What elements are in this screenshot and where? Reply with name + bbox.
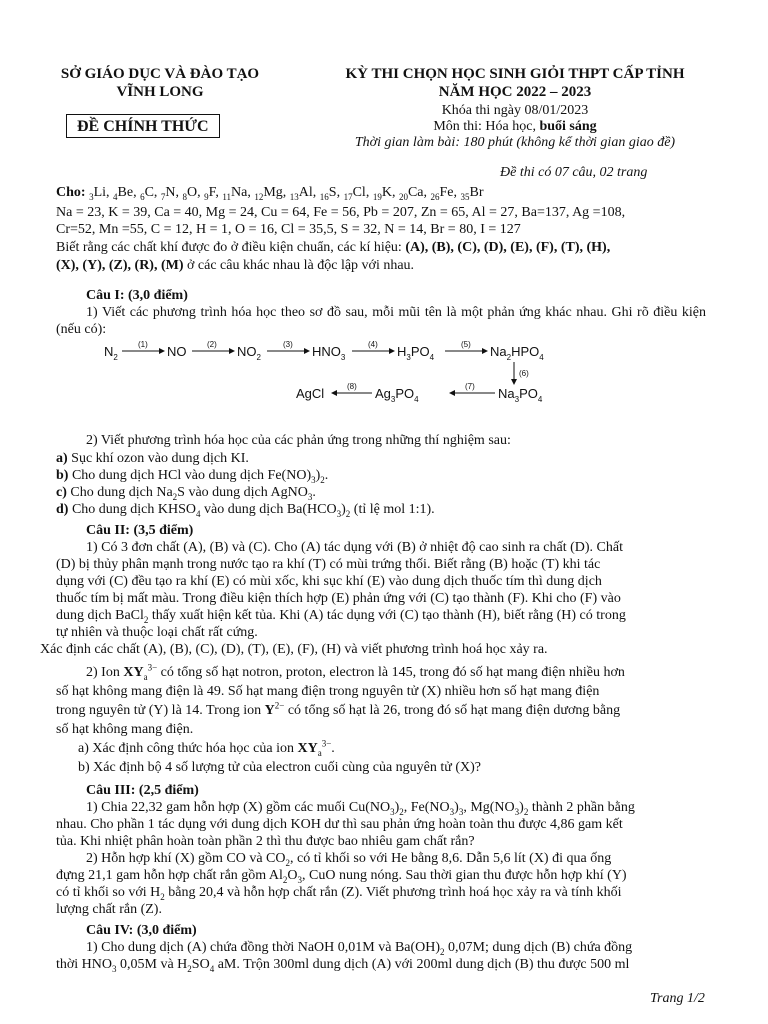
species-no: NO [167, 344, 187, 359]
element-entry: $_7$N [160, 185, 176, 202]
page-number: Trang 1/2 [650, 991, 705, 1006]
species-n2: $N_2$ [104, 344, 118, 362]
note-symbols: (A), (B), (C), (D), (E), (F), (T), (H), [405, 240, 611, 255]
q1-c-text: Cho dung dịch Na [70, 485, 173, 500]
pages-note: Đề thi có 07 câu, 02 trang [500, 165, 648, 180]
q3-p1-line2: nhau. Cho phần 1 tác dụng với dung dịch KOH dư thì sau phản ứng hoàn toàn thu được 4,86 gam kết [56, 817, 623, 832]
species-ag3po4: $Ag_3PO_4$ [375, 386, 419, 404]
q2-item-b: b) Xác định bộ 4 số lượng tử của electron cuối cùng của nguyên tử (X)? [78, 760, 481, 775]
q3-p2-line1: 2) Hỗn hợp khí (X) gồm CO và $CO_2$, có tỉ khối so với He bằng 8,6. Dẫn 5,6 lít (X) đi qua ống [86, 851, 612, 868]
cho-label: Cho: [56, 185, 86, 200]
step-7-label: (7) [465, 382, 475, 391]
note-line-2 [56, 257, 414, 274]
school-year: NĂM HỌC 2022 – 2023 [438, 84, 592, 100]
official-badge: ĐỀ CHÍNH THỨC [66, 114, 220, 138]
q1-b-text: Cho dung dịch HCl vào dung dịch Fe(NO [71, 468, 307, 483]
q3-p1-line3: tủa. Khi nhiệt phân hoàn toàn phần 2 thì thu được bao nhiêu gam chất rắn? [56, 834, 475, 849]
element-entry: $_8$O [182, 185, 198, 202]
step-3-label: (3) [283, 340, 293, 349]
species-no2: $NO_2$ [237, 344, 261, 362]
species-na3po4: $Na_3PO_4$ [498, 386, 543, 404]
reaction-scheme [100, 336, 580, 406]
step-6-label: (6) [519, 369, 529, 378]
q3-p2-line4: lượng chất rắn (Z). [56, 902, 162, 917]
note-line-1 [56, 239, 610, 256]
q2-p1-line5: dung dịch BaCl$_2$ thấy xuất hiện kết tủa. Khi (A) tác dụng với (C) tạo thành (H), biết rằng (H) có trong [56, 608, 626, 625]
duration: Thời gian làm bài: 180 phút (không kể thời gian giao đề) [354, 135, 676, 150]
department-name: SỞ GIÁO DỤC VÀ ĐÀO TẠO [60, 66, 260, 82]
q3-p1-line1: 1) Chia 22,32 gam hỗn hợp (X) gồm các muối $Cu(NO_3)_2$, $Fe(NO_3)_3$, $Mg(NO_3)_2$ thành 2 phần bằng [86, 800, 635, 817]
element-entry: $_{12}$Mg [254, 185, 283, 202]
note-text: Biết rằng các chất khí được đo ở điều kiện chuẩn, các kí hiệu: [56, 240, 406, 255]
q2-p1-line1: 1) Có 3 đơn chất (A), (B) và (C). Cho (A) tác dụng với (B) ở nhiệt độ cao sinh ra chất (D). Chất [86, 540, 623, 555]
q4-p1-line2: thời $HNO_3$ 0,05M và $H_2SO_4$ aM. Trộn 300ml dung dịch (A) với 200ml dung dịch (B) thu được 500 ml [56, 957, 630, 974]
element-entry: $_9$F [204, 185, 216, 202]
q1-d-text: Cho dung dịch KHSO [71, 502, 197, 517]
q1-part2: 2) Viết phương trình hóa học của các phản ứng trong những thí nghiệm sau: [86, 433, 511, 448]
q2-p2-line1-text: có tổng số hạt notron, proton, electron là 145, trong đó số hạt mang điện nhiều hơn [160, 665, 625, 680]
note-symbols-2: (X), (Y), (Z), (R), (M) [56, 258, 184, 273]
q2-p2-line3: trong nguyên tử (Y) là 14. Trong ion $Y^{2-}$ có tổng số hạt là 26, trong đó số hạt mang điện dương bằng [56, 700, 621, 718]
species-na2hpo4: $Na_2HPO_4$ [490, 344, 544, 362]
element-list: $_3$Li, $_4$Be, $_6$C, $_7$N, $_8$O, $_9$F, $_{11}$Na, $_{12}$Mg, $_{13}$Al, $_{16}$S, $_{17}$Cl, $_{19}$K, $_{20}$Ca, $_{26}$Fe, $_{35}$Br [89, 185, 484, 202]
species-agcl: AgCl [296, 386, 325, 401]
q2-p1-line4: thuốc tím bị mất màu. Trong điều kiện thích hợp (E) phản ứng với (C) tạo thành (F). Khi cho (F) vào [56, 591, 621, 606]
q2-p1-line5-text: dung dịch BaCl [56, 608, 144, 623]
q4-title: Câu IV: (3,0 điểm) [86, 923, 197, 938]
q2-a-text: a) Xác định công thức hóa học của ion [78, 741, 294, 756]
element-entry: $_4$Be [113, 185, 134, 202]
q3-p2-line1-text: 2) Hỗn hợp khí (X) gồm CO và CO [86, 851, 286, 866]
step-2-label: (2) [207, 340, 217, 349]
q1-title: Câu I: (3,0 điểm) [86, 288, 188, 303]
subject-session: buổi sáng [539, 119, 597, 134]
q1-item-c: c) Cho dung dịch $Na_2S$ vào dung dịch AgNO$_3$. [56, 485, 316, 502]
element-entry: $_{26}$Fe [430, 185, 454, 202]
q4-p1-line2-text: thời HNO [56, 957, 113, 972]
q1-a-text: Sục khí ozon vào dung dịch KI. [71, 451, 249, 466]
department-province: VĨNH LONG [116, 84, 204, 100]
q3-p2-line3-text: có tỉ khối so với H [56, 885, 161, 900]
q3-p2-line2: đựng 21,1 gam hỗn hợp chất rắn gồm $Al_2O_3$, CuO nung nóng. Sau thời gian thu được hỗn hợp khí (Y) [56, 868, 627, 885]
q3-p1-line1-text: 1) Chia 22,32 gam hỗn hợp (X) gồm các muối Cu(NO [86, 800, 391, 815]
step-4-label: (4) [368, 340, 378, 349]
q4-p1-line1-text: 1) Cho dung dịch (A) chứa đồng thời NaOH 0,01M và Ba(OH) [86, 940, 441, 955]
q1-d-tail: (tỉ lệ mol 1:1). [350, 502, 435, 517]
q3-title: Câu III: (2,5 điểm) [86, 783, 199, 798]
element-entry: $_{13}$Al [289, 185, 313, 202]
q2-p2-line4: số hạt không mang điện. [56, 722, 194, 737]
element-entry: $_{35}$Br [460, 185, 484, 202]
q3-p2-line3: có tỉ khối so với $H_2$ bằng 20,4 và hỗn hợp chất rắn (Z). Viết phương trình hoá học xảy ra và tính khối [56, 885, 622, 902]
q1-item-b: b) Cho dung dịch HCl vào dung dịch $Fe(NO)_3)_2$. [56, 468, 329, 485]
q1-item-d: d) Cho dung dịch $KHSO_4$ vào dung dịch $Ba(HCO_3)_2$ (tỉ lệ mol 1:1). [56, 502, 435, 519]
q4-p1-line1: 1) Cho dung dịch (A) chứa đồng thời NaOH 0,01M và $Ba(OH)_2$ 0,07M; dung dịch (B) chứa đồng [86, 940, 633, 957]
step-1-label: (1) [138, 340, 148, 349]
exam-date: Khóa thi ngày 08/01/2023 [441, 103, 589, 118]
q2-item-a: a) Xác định công thức hóa học của ion $XY_a^{3-}$. [78, 738, 335, 758]
element-entry: $_3$Li [89, 185, 107, 202]
q2-p2-line3-text: có tổng số hạt là 26, trong đó số hạt mang điện dương bằng [287, 703, 621, 718]
masses-line-1: Na = 23, K = 39, Ca = 40, Mg = 24, Cu = 64, Fe = 56, Pb = 207, Zn = 65, Al = 27, Ba=137, Ag =108, [56, 205, 626, 220]
element-entry: $_{11}$Na [222, 185, 248, 202]
element-entry: $_{20}$Ca [398, 185, 424, 202]
q2-p1-line3: dụng với (C) đều tạo ra khí (E) có mùi xốc, khi sục khí (E) vào dung dịch thuốc tím thì dung dịch [56, 574, 602, 589]
q2-title: Câu II: (3,5 điểm) [86, 523, 194, 538]
element-entry: $_{17}$Cl [343, 185, 366, 202]
elements-line [56, 184, 484, 201]
q2-p1-line7: Xác định các chất (A), (B), (C), (D), (T), (E), (F), (H) và viết phương trình hoá học xảy ra. [40, 642, 548, 657]
masses-line-2: Cr=52, Mn =55, C = 12, H = 1, O = 16, Cl = 35,5, S = 32, N = 14, Br = 80, I = 127 [56, 222, 521, 237]
step-8-label: (8) [347, 382, 357, 391]
species-h3po4: $H_3PO_4$ [397, 344, 435, 362]
note-text-2: ở các câu khác nhau là độc lập với nhau. [183, 258, 415, 273]
step-5-label: (5) [461, 340, 471, 349]
q2-p2-line2: số hạt không mang điện là 49. Số hạt mang điện trong nguyên tử (X) nhiều hơn số hạt mang điện [56, 684, 600, 699]
q1-part1: 1) Viết các phương trình hóa học theo sơ đồ sau, mỗi mũi tên là một phản ứng khác nhau. Ghi rõ điều kiện (nếu có): [56, 305, 706, 337]
exam-title: KỲ THI CHỌN HỌC SINH GIỎI THPT CẤP TỈNH [345, 66, 685, 82]
species-hno3: $HNO_3$ [312, 344, 346, 362]
subject-prefix: Môn thi: Hóa học, [433, 119, 540, 134]
q1-item-a: a) Sục khí ozon vào dung dịch KI. [56, 451, 249, 466]
q2-p1-line6: tự nhiên và thuộc loại chất rất cứng. [56, 625, 258, 640]
q2-p2-line1: 2) Ion $XY_a^{3-}$ có tổng số hạt notron, proton, electron là 145, trong đó số hạt mang điện nhiều hơn [86, 662, 625, 682]
q2-p1-line2: (D) bị thủy phân mạnh trong nước tạo ra khí (T) có mùi trứng thối. Biết rằng (B) hoặc (T) khi tác [56, 557, 601, 572]
element-entry: $_{19}$K [372, 185, 392, 202]
element-entry: $_6$C [140, 185, 154, 202]
q3-p2-line2-text: đựng 21,1 gam hỗn hợp chất rắn gồm Al [56, 868, 283, 883]
element-entry: $_{16}$S [319, 185, 337, 202]
subject-line [300, 118, 730, 135]
